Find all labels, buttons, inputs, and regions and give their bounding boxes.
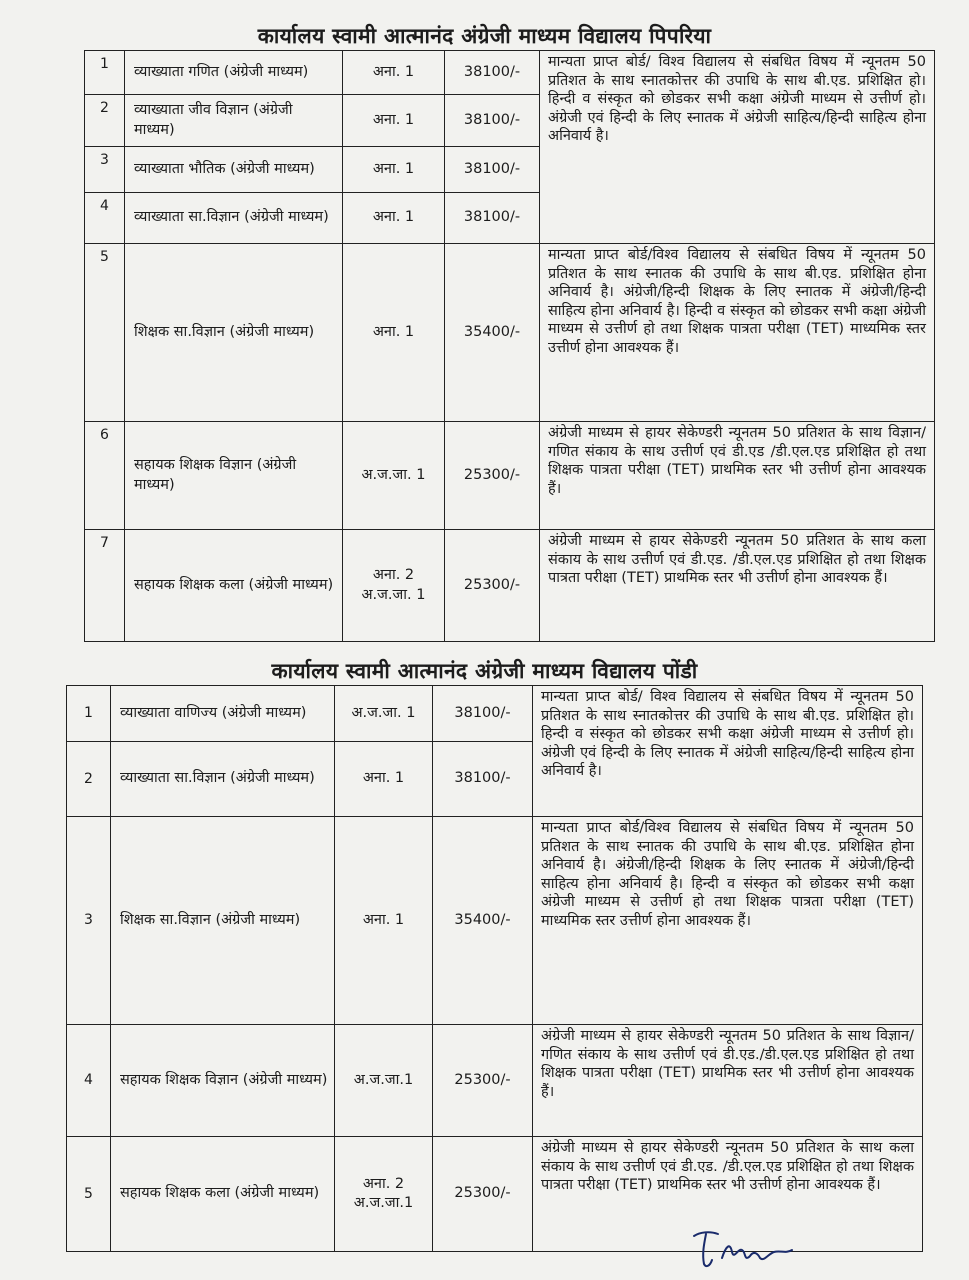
qualification-text: मान्यता प्राप्त बोर्ड/विश्व विद्यालय से संबधित विषय में न्यूनतम 50 प्रतिशत के साथ स्नातक की उपाधि के साथ बी.एड. प्रशिक्षित होना अनिवार्य है। अंग्रेजी/हिन्दी शिक्षक के लिए स्नातक में अंग्रेजी/हिन्दी साहित्य होना अनिवार्य है। हिन्दी व संस्कृत को छोडकर सभी कक्षा अंग्रेजी माध्यम से उत्तीर्ण हो तथा शिक्षक पात्रता परीक्षा (TET) माध्यमिक स्तर उत्तीर्ण होना आवश्यक हैं। xyxy=(533,817,923,1025)
serial-number: 1 xyxy=(67,686,111,742)
pay-scale: 38100/- xyxy=(433,686,533,742)
table-row xyxy=(85,530,935,642)
serial-number: 3 xyxy=(85,147,125,193)
serial-number: 6 xyxy=(85,422,125,530)
vacancy-table-pipariya xyxy=(84,50,935,642)
category: अना. 1 xyxy=(335,817,433,1025)
serial-number: 2 xyxy=(85,95,125,147)
qualification-text: अंग्रेजी माध्यम से हायर सेकेण्डरी न्यूनतम 50 प्रतिशत के साथ कला संकाय के साथ उत्तीर्ण एवं डी.एड. /डी.एल.एड प्रशिक्षित हो तथा शिक्षक पात्रता परीक्षा (TET) प्राथमिक स्तर भी उत्तीर्ण होना आवश्यक हैं। xyxy=(540,530,935,642)
post-name: व्याख्याता सा.विज्ञान (अंग्रेजी माध्यम) xyxy=(111,742,335,817)
qualification-text: अंग्रेजी माध्यम से हायर सेकेण्डरी न्यूनतम 50 प्रतिशत के साथ विज्ञान/गणित संकाय के साथ उत्तीर्ण एवं डी.एड./डी.एल.एड प्रशिक्षित हो तथा शिक्षक पात्रता परीक्षा (TET) प्राथमिक स्तर भी उत्तीर्ण होना आवश्यक हैं। xyxy=(533,1025,923,1137)
table-row xyxy=(67,1025,923,1137)
serial-number: 2 xyxy=(67,742,111,817)
category: अना. 2 अ.ज.जा. 1 xyxy=(343,530,445,642)
serial-number: 4 xyxy=(67,1025,111,1137)
section-title-pondi: कार्यालय स्वामी आत्मानंद अंग्रेजी माध्यम विद्यालय पोंडी xyxy=(271,659,698,683)
category: अ.ज.जा. 1 xyxy=(335,686,433,742)
pay-scale: 38100/- xyxy=(445,147,540,193)
post-name: शिक्षक सा.विज्ञान (अंग्रेजी माध्यम) xyxy=(111,817,335,1025)
category: अना. 1 xyxy=(335,742,433,817)
category: अना. 1 xyxy=(343,95,445,147)
qualification-text: मान्यता प्राप्त बोर्ड/ विश्व विद्यालय से संबधित विषय में न्यूनतम 50 प्रतिशत के साथ स्नातकोत्तर की उपाधि के साथ बी.एड. प्रशिक्षित हो। हिन्दी व संस्कृत को छोडकर सभी कक्षा अंग्रेजी माध्यम से उत्तीर्ण हो। अंग्रेजी एवं हिन्दी के लिए स्नातक में अंग्रेजी साहित्य/हिन्दी साहित्य होना अनिवार्य है। xyxy=(540,51,935,244)
table-row xyxy=(85,244,935,422)
pay-scale: 35400/- xyxy=(433,817,533,1025)
pay-scale: 25300/- xyxy=(445,530,540,642)
pay-scale: 35400/- xyxy=(445,244,540,422)
pay-scale: 38100/- xyxy=(445,95,540,147)
category: अ.ज.जा. 1 xyxy=(343,422,445,530)
category: अना. 1 xyxy=(343,147,445,193)
pay-scale: 25300/- xyxy=(445,422,540,530)
table-row xyxy=(67,817,923,1025)
post-name: व्याख्याता जीव विज्ञान (अंग्रेजी माध्यम) xyxy=(125,95,343,147)
serial-number: 1 xyxy=(85,51,125,95)
pay-scale: 25300/- xyxy=(433,1025,533,1137)
qualification-text: अंग्रेजी माध्यम से हायर सेकेण्डरी न्यूनतम 50 प्रतिशत के साथ कला संकाय के साथ उत्तीर्ण एवं डी.एड. /डी.एल.एड प्रशिक्षित हो तथा शिक्षक पात्रता परीक्षा (TET) प्राथमिक स्तर भी उत्तीर्ण होना आवश्यक हैं। xyxy=(533,1137,923,1252)
post-name: सहायक शिक्षक कला (अंग्रेजी माध्यम) xyxy=(125,530,343,642)
category: अना. 2 अ.ज.जा.1 xyxy=(335,1137,433,1252)
category: अना. 1 xyxy=(343,51,445,95)
post-name: सहायक शिक्षक कला (अंग्रेजी माध्यम) xyxy=(111,1137,335,1252)
post-name: सहायक शिक्षक विज्ञान (अंग्रेजी माध्यम) xyxy=(125,422,343,530)
post-name: शिक्षक सा.विज्ञान (अंग्रेजी माध्यम) xyxy=(125,244,343,422)
serial-number: 5 xyxy=(85,244,125,422)
post-name: व्याख्याता सा.विज्ञान (अंग्रेजी माध्यम) xyxy=(125,193,343,244)
serial-number: 5 xyxy=(67,1137,111,1252)
pay-scale: 38100/- xyxy=(445,193,540,244)
table-row xyxy=(67,686,923,742)
pay-scale: 38100/- xyxy=(433,742,533,817)
category: अ.ज.जा.1 xyxy=(335,1025,433,1137)
pay-scale: 25300/- xyxy=(433,1137,533,1252)
category: अना. 1 xyxy=(343,193,445,244)
qualification-text: अंग्रेजी माध्यम से हायर सेकेण्डरी न्यूनतम 50 प्रतिशत के साथ विज्ञान/गणित संकाय के साथ उत्तीर्ण एवं डी.एड /डी.एल.एड प्रशिक्षित हो तथा शिक्षक पात्रता परीक्षा (TET) प्राथमिक स्तर भी उत्तीर्ण होना आवश्यक हैं। xyxy=(540,422,935,530)
pay-scale: 38100/- xyxy=(445,51,540,95)
qualification-text: मान्यता प्राप्त बोर्ड/ विश्व विद्यालय से संबधित विषय में न्यूनतम 50 प्रतिशत के साथ स्नातकोत्तर की उपाधि के साथ बी.एड. प्रशिक्षित हो। हिन्दी व संस्कृत को छोडकर सभी कक्षा अंग्रेजी माध्यम से उत्तीर्ण हो। अंग्रेजी एवं हिन्दी के लिए स्नातक में अंग्रेजी साहित्य/हिन्दी साहित्य होना अनिवार्य है। xyxy=(533,686,923,817)
qualification-text: मान्यता प्राप्त बोर्ड/विश्व विद्यालय से संबधित विषय में न्यूनतम 50 प्रतिशत के साथ स्नातक की उपाधि के साथ बी.एड. प्रशिक्षित होना अनिवार्य है। अंग्रेजी/हिन्दी शिक्षक के लिए स्नातक में अंग्रेजी/हिन्दी साहित्य होना अनिवार्य है। हिन्दी व संस्कृत को छोडकर सभी कक्षा अंग्रेजी माध्यम से उत्तीर्ण हो तथा शिक्षक पात्रता परीक्षा (TET) माध्यमिक स्तर उत्तीर्ण होना आवश्यक हैं। xyxy=(540,244,935,422)
table-row xyxy=(85,422,935,530)
serial-number: 3 xyxy=(67,817,111,1025)
post-name: सहायक शिक्षक विज्ञान (अंग्रेजी माध्यम) xyxy=(111,1025,335,1137)
signature-image xyxy=(688,1228,798,1272)
serial-number: 7 xyxy=(85,530,125,642)
post-name: व्याख्याता गणित (अंग्रेजी माध्यम) xyxy=(125,51,343,95)
serial-number: 4 xyxy=(85,193,125,244)
post-name: व्याख्याता वाणिज्य (अंग्रेजी माध्यम) xyxy=(111,686,335,742)
table-row xyxy=(85,51,935,95)
category: अना. 1 xyxy=(343,244,445,422)
vacancy-table-pondi xyxy=(66,685,923,1252)
section-title-pipariya: कार्यालय स्वामी आत्मानंद अंग्रेजी माध्यम विद्यालय पिपरिया xyxy=(257,24,712,48)
post-name: व्याख्याता भौतिक (अंग्रेजी माध्यम) xyxy=(125,147,343,193)
